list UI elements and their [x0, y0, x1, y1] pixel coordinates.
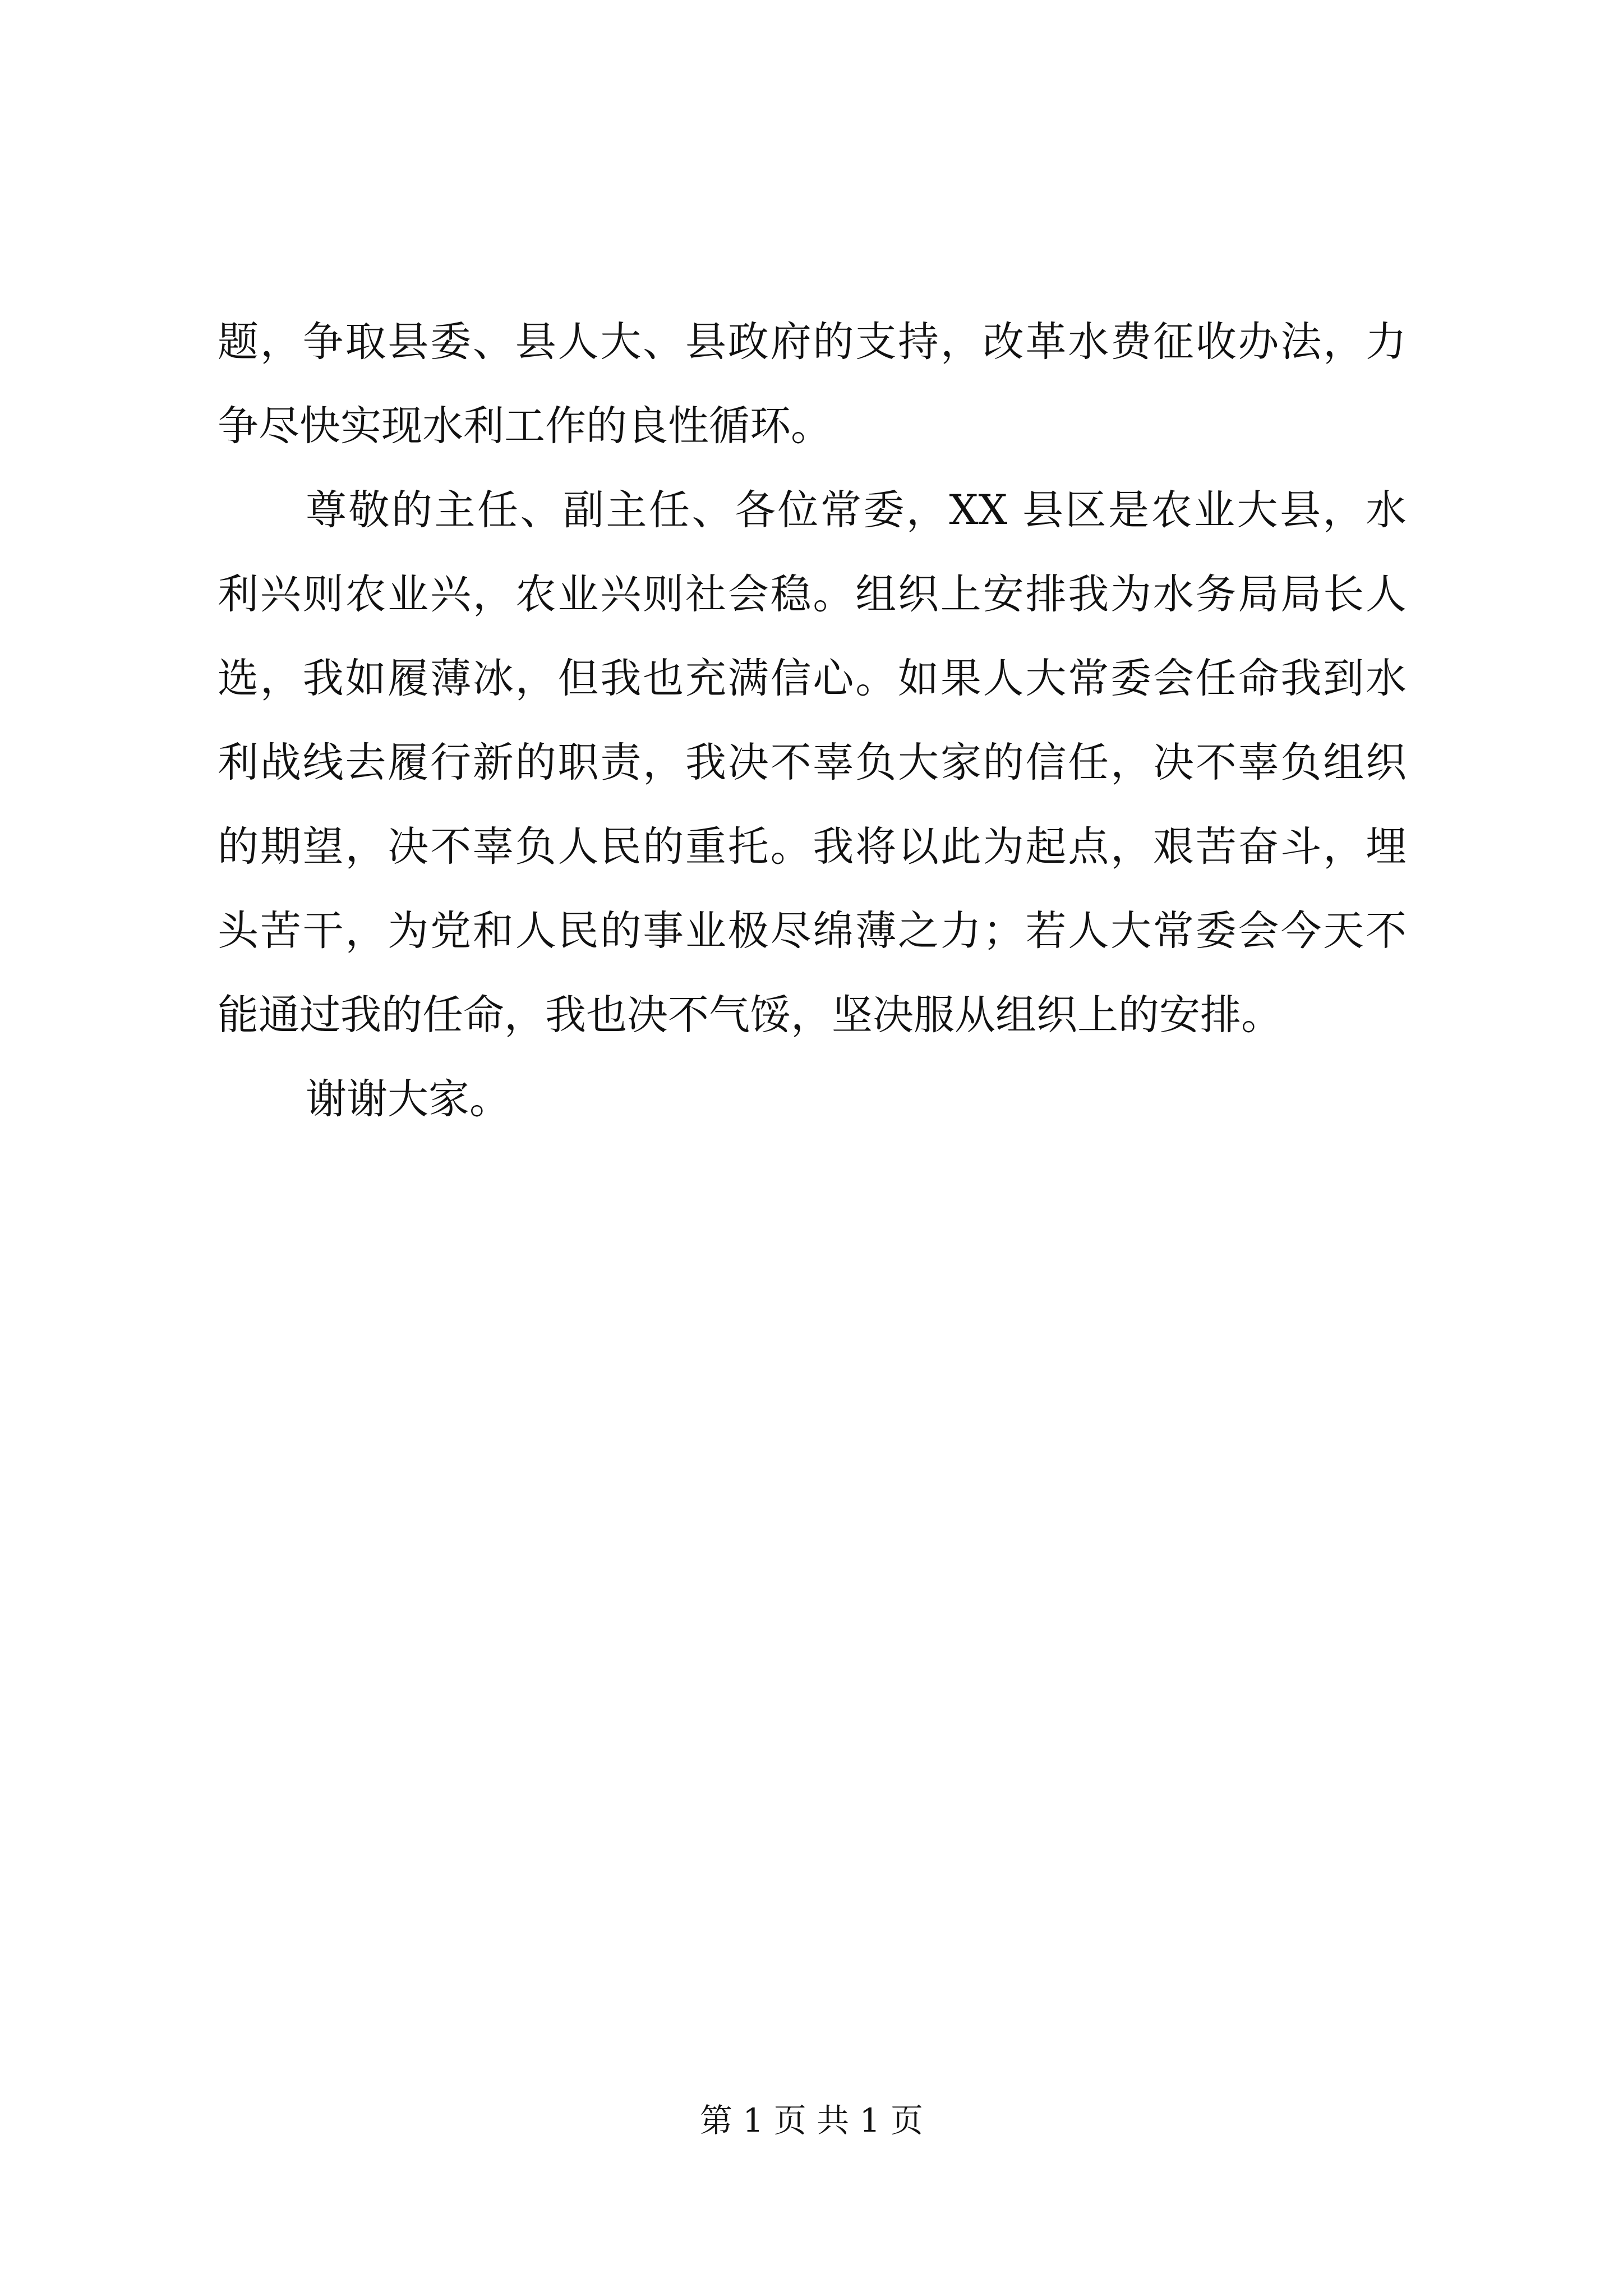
text-line-5: 选，我如履薄冰，但我也充满信心。如果人大常委会任命我到水: [218, 655, 1407, 702]
text-line-6: 利战线去履行新的职责，我决不辜负大家的信任，决不辜负组织: [218, 739, 1407, 786]
text-line-7: 的期望，决不辜负人民的重托。我将以此为起点，艰苦奋斗，埋: [218, 823, 1407, 871]
text-line-3: 尊敬的主任、副主任、各位常委，XX 县区是农业大县，水: [306, 486, 1407, 534]
text-line-1: 题，争取县委、县人大、县政府的支持，改革水费征收办法，力: [218, 318, 1407, 366]
page-number-footer: 第 1 页 共 1 页: [700, 2101, 923, 2139]
text-line-8: 头苦干，为党和人民的事业极尽绵薄之力；若人大常委会今天不: [218, 907, 1407, 955]
text-line-4: 利兴则农业兴，农业兴则社会稳。组织上安排我为水务局局长人: [218, 570, 1407, 618]
text-line-10: 谢谢大家。: [306, 1075, 510, 1123]
text-line-2: 争尽快实现水利工作的良性循环。: [218, 402, 832, 450]
text-line-9: 能通过我的任命，我也决不气馁，坚决服从组织上的安排。: [218, 991, 1282, 1039]
